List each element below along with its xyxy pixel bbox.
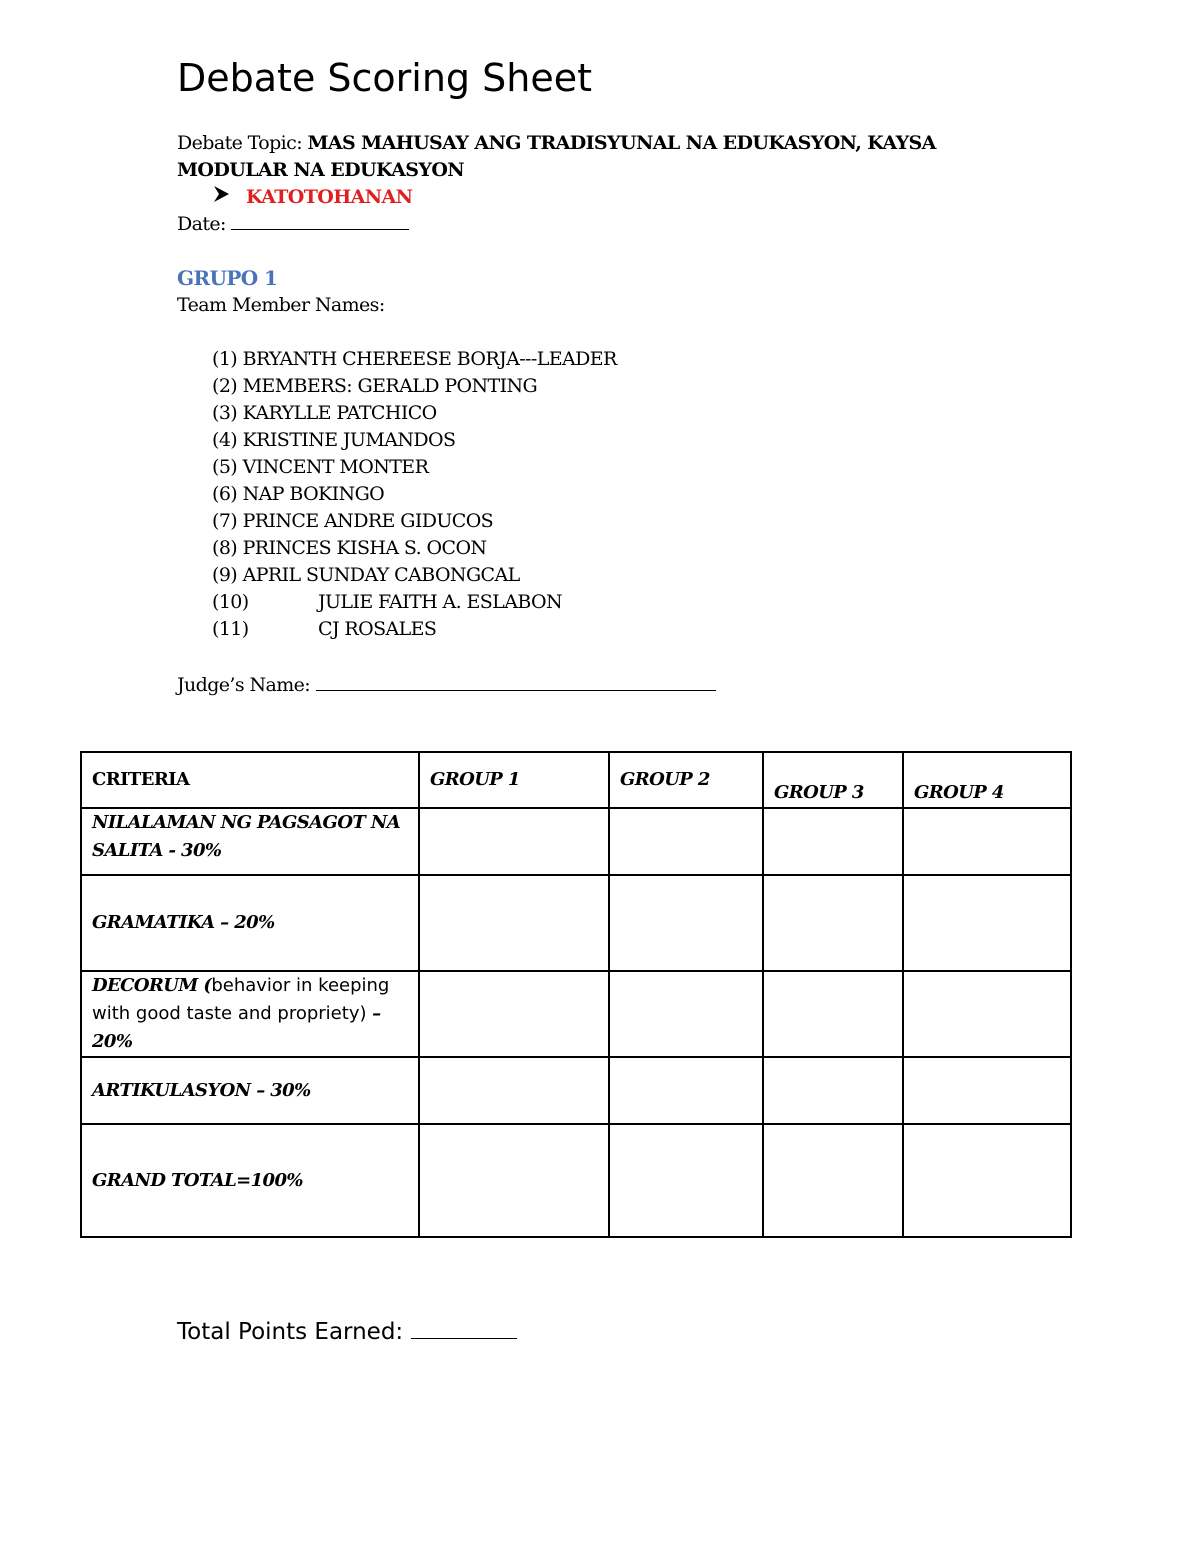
page-title: Debate Scoring Sheet xyxy=(177,56,592,100)
criteria-nilalaman: NILALAMAN NG PAGSAGOT NA SALITA - 30% xyxy=(81,808,419,875)
table-row xyxy=(81,1124,1071,1237)
criteria-grand-total: GRAND TOTAL=100% xyxy=(81,1124,419,1237)
score-cell[interactable] xyxy=(763,1124,903,1237)
date-label: Date: xyxy=(177,213,226,235)
list-item: (9) APRIL SUNDAY CABONGCAL xyxy=(212,564,520,586)
score-cell[interactable] xyxy=(763,1057,903,1124)
criteria-artikulasyon: ARTIKULASYON – 30% xyxy=(81,1057,419,1124)
header-group-1: GROUP 1 xyxy=(419,752,609,808)
list-item: (11) CJ ROSALES xyxy=(212,618,437,640)
score-cell[interactable] xyxy=(903,1057,1071,1124)
score-cell[interactable] xyxy=(419,1057,609,1124)
criteria-gramatika: GRAMATIKA – 20% xyxy=(81,875,419,971)
table-row xyxy=(81,875,1071,971)
table-row xyxy=(81,1057,1071,1124)
list-item: (5) VINCENT MONTER xyxy=(212,456,429,478)
judge-name-field xyxy=(177,672,716,699)
date-field xyxy=(177,211,409,238)
score-cell[interactable] xyxy=(763,971,903,1057)
stance-text: KATOTOHANAN xyxy=(246,186,413,208)
date-blank[interactable] xyxy=(231,211,409,230)
score-cell[interactable] xyxy=(763,875,903,971)
score-cell[interactable] xyxy=(903,971,1071,1057)
score-cell[interactable] xyxy=(419,971,609,1057)
debate-topic-value: MAS MAHUSAY ANG TRADISYUNAL NA EDUKASYON, KAYSA xyxy=(307,132,936,154)
list-item: (3) KARYLLE PATCHICO xyxy=(212,402,437,424)
score-cell[interactable] xyxy=(609,1057,763,1124)
score-cell[interactable] xyxy=(903,875,1071,971)
score-cell[interactable] xyxy=(419,1124,609,1237)
debate-topic-label: Debate Topic: xyxy=(177,132,308,154)
team-members-label: Team Member Names: xyxy=(177,294,385,316)
header-group-4: GROUP 4 xyxy=(903,752,1071,808)
debate-topic-line-2: MODULAR NA EDUKASYON xyxy=(177,159,465,181)
list-item: (7) PRINCE ANDRE GIDUCOS xyxy=(212,510,494,532)
score-cell[interactable] xyxy=(763,808,903,875)
header-group-2: GROUP 2 xyxy=(609,752,763,808)
score-cell[interactable] xyxy=(609,808,763,875)
judge-name-label: Judge’s Name: xyxy=(177,674,311,696)
list-item: (6) NAP BOKINGO xyxy=(212,483,385,505)
table-header-row xyxy=(81,752,1071,808)
score-cell[interactable] xyxy=(419,808,609,875)
list-item: (8) PRINCES KISHA S. OCON xyxy=(212,537,487,559)
score-cell[interactable] xyxy=(609,875,763,971)
total-points-label: Total Points Earned: xyxy=(177,1319,411,1345)
list-item: (10) JULIE FAITH A. ESLABON xyxy=(212,591,563,613)
score-cell[interactable] xyxy=(903,808,1071,875)
list-item: (4) KRISTINE JUMANDOS xyxy=(212,429,456,451)
score-cell[interactable] xyxy=(609,1124,763,1237)
score-cell[interactable] xyxy=(609,971,763,1057)
score-cell[interactable] xyxy=(903,1124,1071,1237)
list-item: (1) BRYANTH CHEREESE BORJA---LEADER xyxy=(212,348,617,370)
scoring-table xyxy=(80,751,1072,1238)
table-row xyxy=(81,971,1071,1057)
list-item: (2) MEMBERS: GERALD PONTING xyxy=(212,375,538,397)
criteria-decorum: DECORUM (behavior in keeping with good taste and propriety) – 20% xyxy=(81,971,419,1057)
arrow-bullet-icon xyxy=(212,184,232,211)
group-heading: GRUPO 1 xyxy=(177,266,278,290)
team-member-list xyxy=(212,346,617,643)
total-points-blank[interactable] xyxy=(411,1316,517,1339)
judge-name-blank[interactable] xyxy=(316,672,716,691)
total-points-field xyxy=(177,1316,517,1348)
table-row xyxy=(81,808,1071,875)
header-criteria: CRITERIA xyxy=(81,752,419,808)
stance-item xyxy=(212,184,412,211)
header-group-3: GROUP 3 xyxy=(763,752,903,808)
debate-topic-line-1 xyxy=(177,130,936,157)
score-cell[interactable] xyxy=(419,875,609,971)
